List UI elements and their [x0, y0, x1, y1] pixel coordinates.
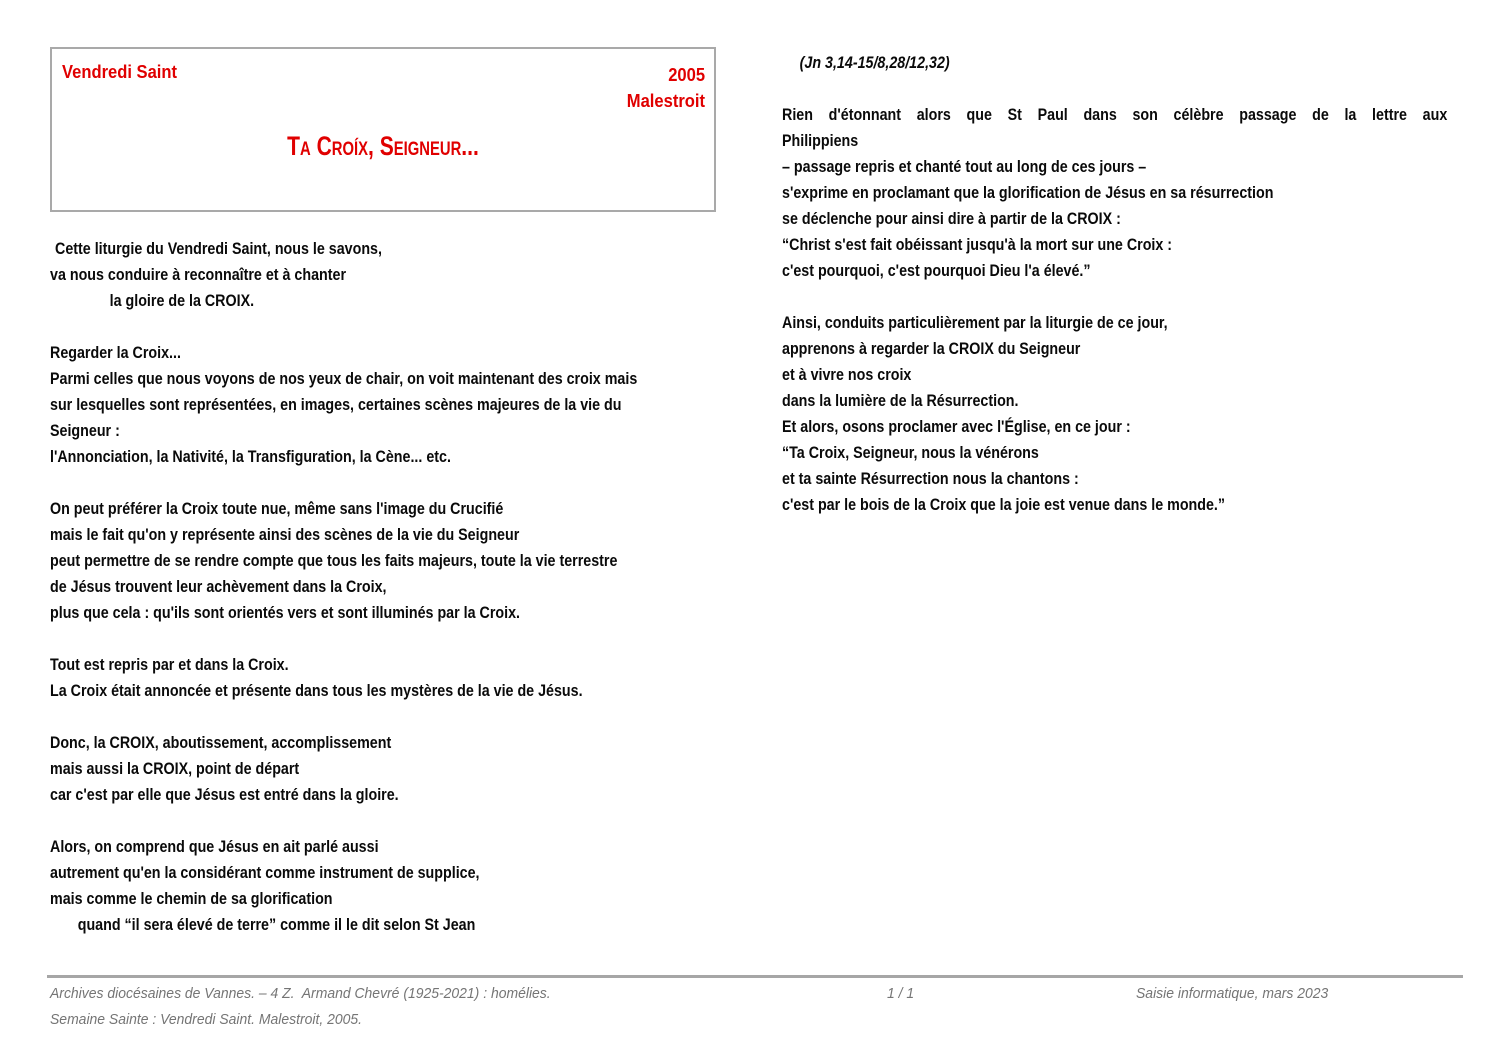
text-line: dans la lumière de la Résurrection.	[782, 391, 1019, 410]
word: lettre	[1372, 105, 1407, 124]
text-line: va nous conduire à reconnaître et à chanter	[50, 265, 347, 284]
word: dans	[1083, 105, 1117, 124]
text-line: Seigneur :	[50, 421, 120, 440]
text-line: la gloire de la CROIX.	[109, 291, 255, 310]
document-title: Ta Croíx, Seigneur...	[287, 131, 479, 161]
text-line: c'est par le bois de la Croix que la joie est venue dans le monde.”	[782, 495, 1226, 514]
text-line: Tout est repris par et dans la Croix.	[50, 655, 289, 674]
page-number-block	[887, 981, 916, 1007]
text-line: “Christ s'est fait obéissant jusqu'à la mort sur une Croix :	[782, 235, 1173, 254]
word: passage	[1239, 105, 1297, 124]
word: de	[1312, 105, 1329, 124]
paragraph	[50, 834, 722, 938]
text-line: sur lesquelles sont représentées, en images, certaines scènes majeures de la vie du	[50, 395, 622, 414]
text-line: On peut préférer la Croix toute nue, même sans l'image du Crucifié	[50, 499, 504, 518]
text-line: et ta sainte Résurrection nous la chantons :	[782, 469, 1079, 488]
text-line: c'est pourquoi, c'est pourquoi Dieu l'a élevé.”	[782, 261, 1091, 280]
text-line: Alors, on comprend que Jésus en ait parlé aussi	[50, 837, 379, 856]
word: alors	[916, 105, 951, 124]
paragraph	[782, 102, 1447, 284]
text-line: Regarder la Croix...	[50, 343, 181, 362]
text-line: Parmi celles que nous voyons de nos yeux de chair, on voit maintenant des croix mais	[50, 369, 638, 388]
text-line: car c'est par elle que Jésus est entré dans la gloire.	[50, 785, 399, 804]
word: célèbre	[1173, 105, 1224, 124]
text-line: Cette liturgie du Vendredi Saint, nous le savons,	[55, 239, 382, 258]
text-line: apprenons à regarder la CROIX du Seigneur	[782, 339, 1081, 358]
word: aux	[1422, 105, 1448, 124]
footer-note: Saisie informatique, mars 2023	[1136, 985, 1329, 1002]
footer-archive-line2: Semaine Sainte : Vendredi Saint. Malestroit, 2005.	[50, 1011, 363, 1028]
paragraph	[782, 50, 1447, 76]
paragraph	[50, 236, 722, 314]
paragraph	[50, 652, 722, 704]
text-line: mais comme le chemin de sa glorification	[50, 889, 333, 908]
text-line: La Croix était annoncée et présente dans tous les mystères de la vie de Jésus.	[50, 681, 583, 700]
text-line: se déclenche pour ainsi dire à partir de la CROIX :	[782, 209, 1121, 228]
year-place-block	[627, 62, 705, 114]
text-line: Et alors, osons proclamer avec l'Église, en ce jour :	[782, 417, 1131, 436]
text-line: et à vivre nos croix	[782, 365, 912, 384]
footer-note-block	[1136, 981, 1343, 1007]
word: Paul	[1037, 105, 1068, 124]
text-line: Donc, la CROIX, aboutissement, accomplissement	[50, 733, 392, 752]
paragraph	[50, 340, 722, 470]
text-line: autrement qu'en la considérant comme instrument de supplice,	[50, 863, 480, 882]
word: que	[966, 105, 992, 124]
header-box	[50, 47, 716, 212]
text-line: plus que cela : qu'ils sont orientés vers et sont illuminés par la Croix.	[50, 603, 521, 622]
text-line: mais aussi la CROIX, point de départ	[50, 759, 300, 778]
footer-archive-line1: Archives diocésaines de Vannes. – 4 Z. Armand Chevré (1925-2021) : homélies.	[50, 985, 551, 1002]
text-line: quand “il sera élevé de terre” comme il le dit selon St Jean	[77, 915, 476, 934]
word: d'étonnant	[828, 105, 902, 124]
event-label: Vendredi Saint	[62, 62, 178, 82]
text-line: – passage repris et chanté tout au long de ces jours –	[782, 157, 1147, 176]
text-line: Ainsi, conduits particulièrement par la liturgie de ce jour,	[782, 313, 1168, 332]
text-line: de Jésus trouvent leur achèvement dans la Croix,	[50, 577, 387, 596]
text-line: “Ta Croix, Seigneur, nous la vénérons	[782, 443, 1039, 462]
text-line	[782, 102, 1447, 128]
text-line: l'Annonciation, la Nativité, la Transfiguration, la Cène... etc.	[50, 447, 451, 466]
word: la	[1344, 105, 1357, 124]
place-label: Malestroit	[626, 91, 705, 111]
word: St	[1007, 105, 1022, 124]
text-line: mais le fait qu'on y représente ainsi des scènes de la vie du Seigneur	[50, 525, 520, 544]
paragraph	[50, 496, 722, 626]
paragraph	[782, 310, 1447, 518]
footer-rule	[47, 975, 1463, 978]
left-column	[50, 236, 722, 938]
year-label: 2005	[668, 65, 705, 85]
text-line: s'exprime en proclamant que la glorification de Jésus en sa résurrection	[782, 183, 1274, 202]
word: Rien	[782, 105, 813, 124]
paragraph	[50, 730, 722, 808]
right-column	[782, 50, 1447, 518]
footer-archive-block	[50, 981, 588, 1033]
word: son	[1132, 105, 1158, 124]
text-line: Philippiens	[782, 131, 859, 150]
page-number: 1 / 1	[887, 985, 915, 1002]
text-line: (Jn 3,14-15/8,28/12,32)	[799, 53, 950, 72]
text-line: peut permettre de se rendre compte que tous les faits majeurs, toute la vie terrestre	[50, 551, 618, 570]
